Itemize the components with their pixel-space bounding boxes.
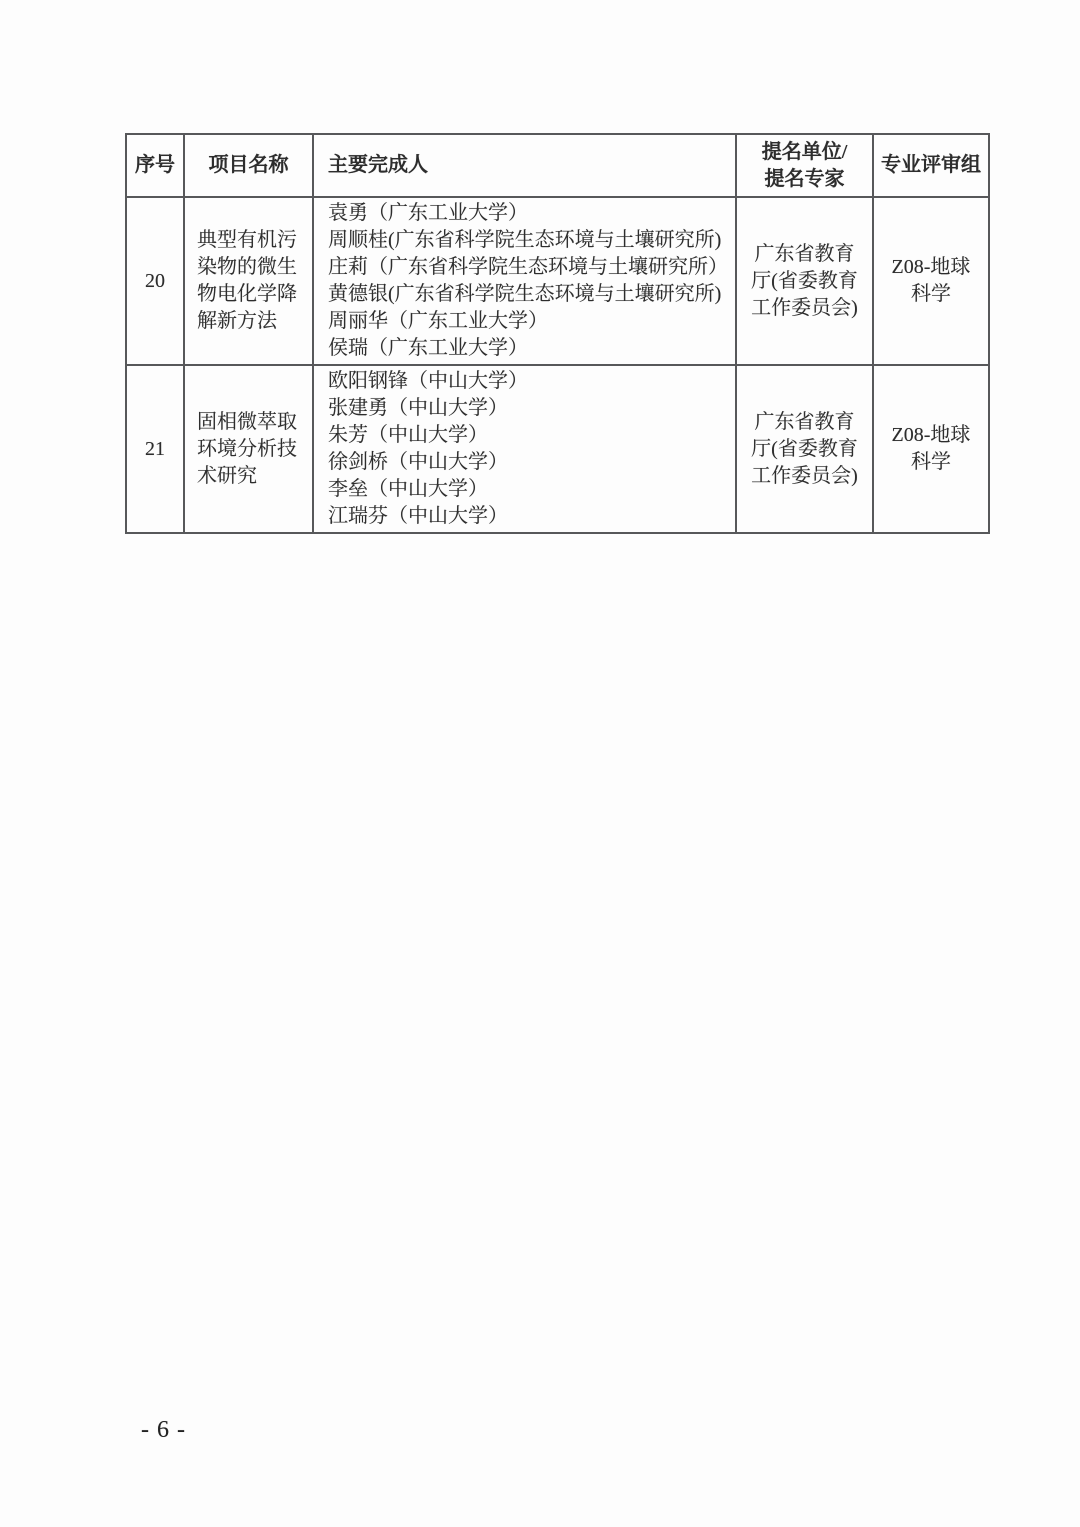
header-completers: 主要完成人 [313,134,736,197]
completers-cell [313,197,736,365]
row-index-cell [126,197,184,365]
table-body [126,197,989,533]
page-number: - 6 - [141,1417,186,1443]
review-group-cell [873,365,989,533]
review-group: Z08-地球科学 [891,424,971,473]
completer-line: 周顺桂(广东省科学院生态环境与土壤研究所) [328,229,722,251]
completer-line: 欧阳钢锋（中山大学） [328,370,528,392]
completer-line: 周丽华（广东工业大学） [328,310,548,332]
review-group: Z08-地球科学 [891,256,971,305]
header-nominator-line2: 提名专家 [764,167,845,190]
row-index: 21 [145,437,165,460]
completer-line: 江瑞芬（中山大学） [328,505,508,527]
completer-line: 侯瑞（广东工业大学） [328,337,528,359]
header-nominator-line1: 提名单位/ [761,140,848,163]
completers-cell [313,365,736,533]
table-header-row [126,134,989,197]
completers-list [328,200,731,362]
header-nominator [736,134,873,197]
project-name-cell [184,365,313,533]
completer-line: 张建勇（中山大学） [328,397,508,419]
completer-line: 庄莉（广东省科学院生态环境与土壤研究所） [328,256,728,278]
nominator: 广东省教育厅(省委教育工作委员会) [751,242,858,319]
completer-line: 黄德银(广东省科学院生态环境与土壤研究所) [328,283,722,305]
completer-line: 朱芳（中山大学） [328,424,488,446]
project-name-cell [184,197,313,365]
nominator-cell [736,365,873,533]
review-group-cell [873,197,989,365]
project-name: 典型有机污染物的微生物电化学降解新方法 [197,229,297,332]
completer-line: 徐剑桥（中山大学） [328,451,508,473]
row-index-cell [126,365,184,533]
row-index: 20 [145,269,165,292]
completers-list [328,368,731,530]
table-row [126,197,989,365]
header-project-name: 项目名称 [184,134,313,197]
award-table [125,133,990,534]
nominator-cell [736,197,873,365]
nominator: 广东省教育厅(省委教育工作委员会) [751,410,858,487]
project-name: 固相微萃取环境分析技术研究 [197,410,297,487]
completer-line: 李垒（中山大学） [328,478,488,500]
header-index: 序号 [126,134,184,197]
table-row [126,365,989,533]
completer-line: 袁勇（广东工业大学） [328,202,528,224]
header-review-group: 专业评审组 [873,134,989,197]
